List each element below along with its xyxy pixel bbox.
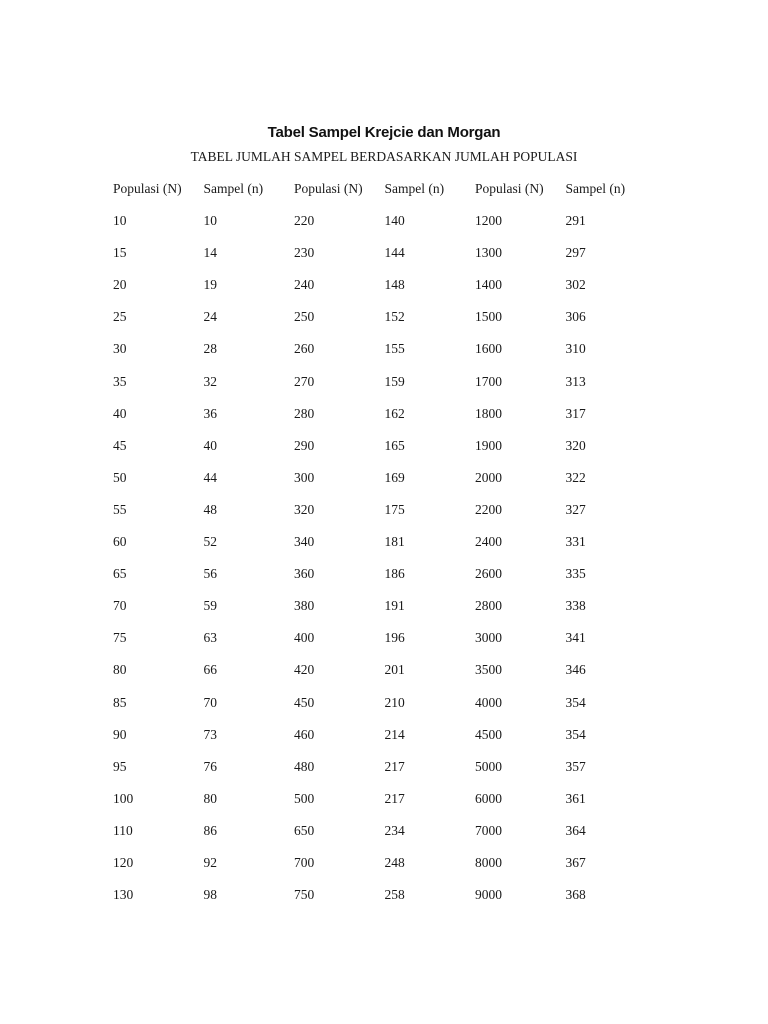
sample-table xyxy=(113,180,656,918)
sample-cell: 191 xyxy=(384,598,405,614)
sample-cell: 155 xyxy=(384,341,405,357)
sample-cell: 32 xyxy=(203,373,217,389)
sample-cell: 181 xyxy=(384,534,405,550)
population-cell: 2200 xyxy=(475,501,502,517)
population-cell: 240 xyxy=(294,277,315,293)
sample-cell: 162 xyxy=(384,405,405,421)
population-cell: 5000 xyxy=(475,758,502,774)
population-cell: 75 xyxy=(113,630,127,646)
sample-cell: 52 xyxy=(203,534,217,550)
population-cell: 420 xyxy=(294,662,315,678)
sample-cell: 159 xyxy=(384,373,405,389)
sample-cell: 364 xyxy=(565,822,586,838)
column-header: Populasi (N) xyxy=(475,181,544,196)
population-cell: 270 xyxy=(294,373,315,389)
population-cell: 2400 xyxy=(475,534,502,550)
population-cell: 280 xyxy=(294,405,315,421)
population-cell: 290 xyxy=(294,437,315,453)
population-cell: 130 xyxy=(113,887,134,903)
sample-cell: 56 xyxy=(203,566,217,582)
table-row xyxy=(113,629,656,661)
sample-cell: 201 xyxy=(384,662,405,678)
sample-cell: 214 xyxy=(384,726,405,742)
table-row xyxy=(113,340,656,372)
sample-cell: 48 xyxy=(203,501,217,517)
sample-cell: 297 xyxy=(565,245,586,261)
population-cell: 220 xyxy=(294,213,315,229)
sample-cell: 165 xyxy=(384,437,405,453)
column-header: Sampel (n) xyxy=(384,181,445,196)
population-cell: 60 xyxy=(113,534,127,550)
population-cell: 6000 xyxy=(475,790,502,806)
sample-cell: 92 xyxy=(203,854,217,870)
population-cell: 9000 xyxy=(475,887,502,903)
page-title: Tabel Sampel Krejcie dan Morgan xyxy=(267,124,501,141)
population-cell: 25 xyxy=(113,309,127,325)
population-cell: 30 xyxy=(113,341,127,357)
population-cell: 95 xyxy=(113,758,127,774)
population-cell: 400 xyxy=(294,630,315,646)
population-cell: 300 xyxy=(294,469,315,485)
population-cell: 500 xyxy=(294,790,315,806)
population-cell: 1500 xyxy=(475,309,502,325)
population-cell: 20 xyxy=(113,277,127,293)
sample-cell: 361 xyxy=(565,790,586,806)
table-row xyxy=(113,308,656,340)
population-cell: 1400 xyxy=(475,277,502,293)
sample-cell: 313 xyxy=(565,373,586,389)
population-cell: 2600 xyxy=(475,566,502,582)
sample-cell: 258 xyxy=(384,887,405,903)
population-cell: 460 xyxy=(294,726,315,742)
population-cell: 250 xyxy=(294,309,315,325)
sample-cell: 341 xyxy=(565,630,586,646)
sample-cell: 248 xyxy=(384,854,405,870)
sample-cell: 66 xyxy=(203,662,217,678)
sample-cell: 144 xyxy=(384,245,405,261)
sample-cell: 335 xyxy=(565,566,586,582)
sample-cell: 175 xyxy=(384,501,405,517)
population-cell: 55 xyxy=(113,501,127,517)
sample-cell: 331 xyxy=(565,534,586,550)
sample-cell: 217 xyxy=(384,758,405,774)
population-cell: 85 xyxy=(113,694,127,710)
population-cell: 35 xyxy=(113,373,127,389)
population-cell: 700 xyxy=(294,854,315,870)
sample-cell: 196 xyxy=(384,630,405,646)
table-row xyxy=(113,212,656,244)
sample-cell: 302 xyxy=(565,277,586,293)
sample-cell: 76 xyxy=(203,758,217,774)
population-cell: 1300 xyxy=(475,245,502,261)
table-row xyxy=(113,886,656,918)
column-header: Sampel (n) xyxy=(203,181,264,196)
population-cell: 70 xyxy=(113,598,127,614)
population-cell: 4500 xyxy=(475,726,502,742)
sample-cell: 28 xyxy=(203,341,217,357)
sample-cell: 73 xyxy=(203,726,217,742)
population-cell: 2000 xyxy=(475,469,502,485)
table-row xyxy=(113,661,656,693)
column-header: Populasi (N) xyxy=(294,181,363,196)
population-cell: 230 xyxy=(294,245,315,261)
table-row xyxy=(113,276,656,308)
population-cell: 360 xyxy=(294,566,315,582)
population-cell: 8000 xyxy=(475,854,502,870)
sample-cell: 24 xyxy=(203,309,217,325)
population-cell: 1900 xyxy=(475,437,502,453)
sample-cell: 317 xyxy=(565,405,586,421)
sample-cell: 354 xyxy=(565,694,586,710)
population-cell: 1700 xyxy=(475,373,502,389)
column-header: Populasi (N) xyxy=(113,181,182,196)
sample-cell: 357 xyxy=(565,758,586,774)
sample-cell: 36 xyxy=(203,405,217,421)
table-header-row xyxy=(113,180,656,212)
sample-cell: 338 xyxy=(565,598,586,614)
population-cell: 10 xyxy=(113,213,127,229)
sample-cell: 368 xyxy=(565,887,586,903)
population-cell: 3500 xyxy=(475,662,502,678)
sample-cell: 217 xyxy=(384,790,405,806)
table-row xyxy=(113,437,656,469)
population-cell: 450 xyxy=(294,694,315,710)
population-cell: 1200 xyxy=(475,213,502,229)
sample-cell: 44 xyxy=(203,469,217,485)
sample-cell: 98 xyxy=(203,887,217,903)
population-cell: 260 xyxy=(294,341,315,357)
table-row xyxy=(113,565,656,597)
sample-cell: 148 xyxy=(384,277,405,293)
table-row xyxy=(113,854,656,886)
sample-cell: 291 xyxy=(565,213,586,229)
sample-cell: 310 xyxy=(565,341,586,357)
table-row xyxy=(113,726,656,758)
sample-cell: 86 xyxy=(203,822,217,838)
population-cell: 480 xyxy=(294,758,315,774)
table-row xyxy=(113,373,656,405)
sample-cell: 327 xyxy=(565,501,586,517)
table-row xyxy=(113,758,656,790)
population-cell: 80 xyxy=(113,662,127,678)
sample-cell: 367 xyxy=(565,854,586,870)
population-cell: 50 xyxy=(113,469,127,485)
sample-cell: 10 xyxy=(203,213,217,229)
population-cell: 380 xyxy=(294,598,315,614)
sample-cell: 320 xyxy=(565,437,586,453)
sample-cell: 80 xyxy=(203,790,217,806)
sample-cell: 234 xyxy=(384,822,405,838)
sample-cell: 322 xyxy=(565,469,586,485)
population-cell: 320 xyxy=(294,501,315,517)
sample-cell: 140 xyxy=(384,213,405,229)
population-cell: 4000 xyxy=(475,694,502,710)
sample-cell: 186 xyxy=(384,566,405,582)
page-subtitle: TABEL JUMLAH SAMPEL BERDASARKAN JUMLAH POPULASI xyxy=(190,149,578,164)
sample-cell: 210 xyxy=(384,694,405,710)
population-cell: 1800 xyxy=(475,405,502,421)
sample-cell: 346 xyxy=(565,662,586,678)
table-row xyxy=(113,533,656,565)
population-cell: 7000 xyxy=(475,822,502,838)
population-cell: 110 xyxy=(113,822,133,838)
sample-cell: 354 xyxy=(565,726,586,742)
sample-cell: 169 xyxy=(384,469,405,485)
table-row xyxy=(113,597,656,629)
population-cell: 100 xyxy=(113,790,134,806)
sample-cell: 152 xyxy=(384,309,405,325)
sample-cell: 19 xyxy=(203,277,217,293)
population-cell: 90 xyxy=(113,726,127,742)
population-cell: 750 xyxy=(294,887,315,903)
table-body xyxy=(113,212,656,918)
sample-cell: 63 xyxy=(203,630,217,646)
table-row xyxy=(113,469,656,501)
population-cell: 2800 xyxy=(475,598,502,614)
population-cell: 15 xyxy=(113,245,127,261)
sample-cell: 306 xyxy=(565,309,586,325)
table-row xyxy=(113,790,656,822)
sample-cell: 70 xyxy=(203,694,217,710)
table-row xyxy=(113,822,656,854)
table-row xyxy=(113,501,656,533)
table-row xyxy=(113,244,656,276)
sample-cell: 59 xyxy=(203,598,217,614)
population-cell: 120 xyxy=(113,854,134,870)
population-cell: 65 xyxy=(113,566,127,582)
sample-cell: 40 xyxy=(203,437,217,453)
table-row xyxy=(113,694,656,726)
population-cell: 1600 xyxy=(475,341,502,357)
population-cell: 3000 xyxy=(475,630,502,646)
sample-cell: 14 xyxy=(203,245,217,261)
population-cell: 40 xyxy=(113,405,127,421)
population-cell: 340 xyxy=(294,534,315,550)
population-cell: 650 xyxy=(294,822,315,838)
table-row xyxy=(113,405,656,437)
column-header: Sampel (n) xyxy=(565,181,626,196)
population-cell: 45 xyxy=(113,437,127,453)
